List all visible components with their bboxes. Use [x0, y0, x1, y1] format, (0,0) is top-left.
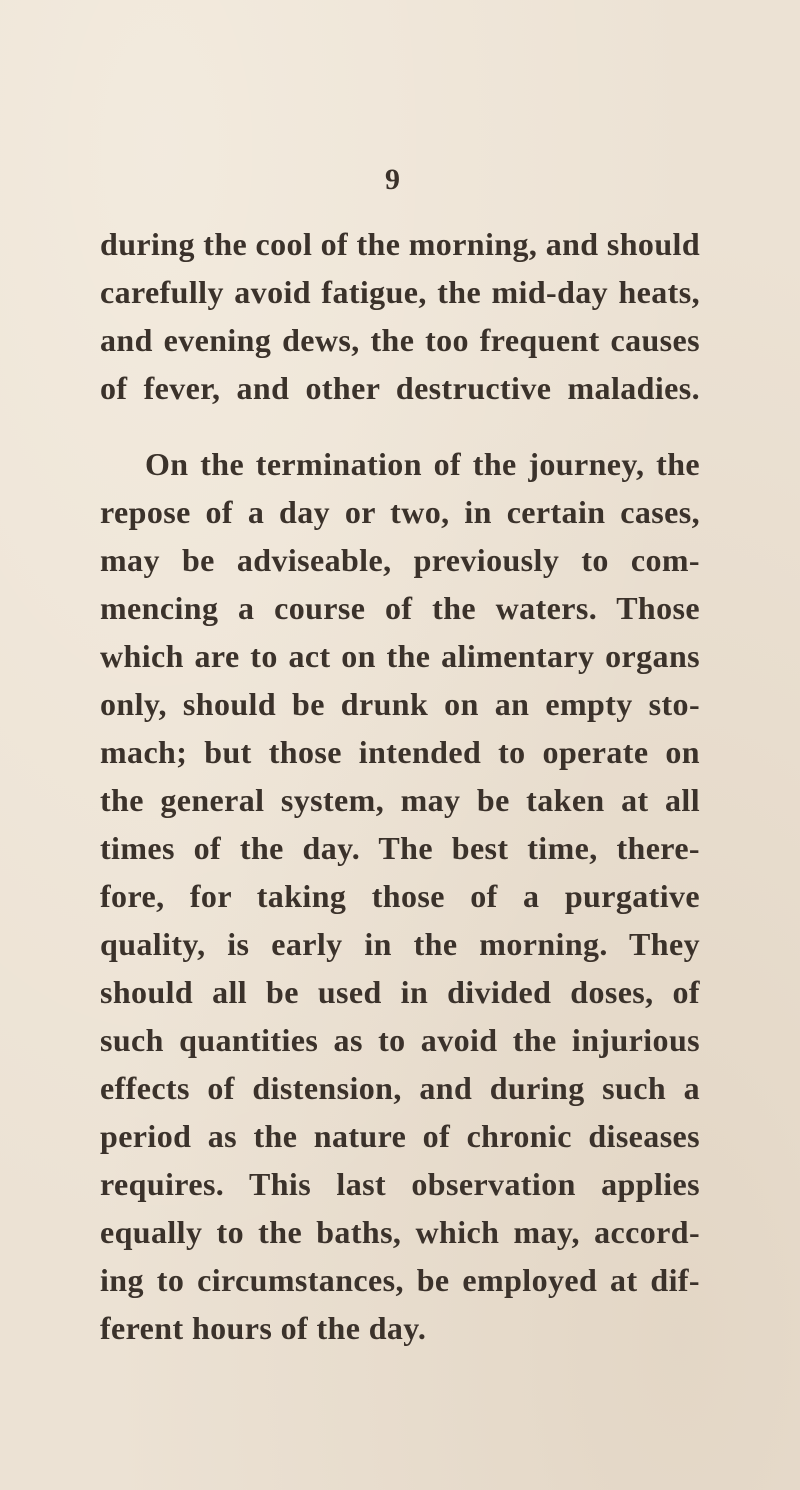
text-line: mencing a course of the waters. Those [100, 590, 700, 626]
text-line: carefully avoid fatigue, the mid-day heats, [100, 274, 700, 310]
text-line: only, should be drunk on an empty sto- [100, 686, 700, 722]
text-line: quality, is early in the morning. They [100, 926, 700, 962]
text-line: fore, for taking those of a purgative [100, 878, 700, 914]
text-line: ing to circumstances, be employed at dif- [100, 1262, 700, 1298]
text-line: should all be used in divided doses, of [100, 974, 700, 1010]
text-line: period as the nature of chronic diseases [100, 1118, 700, 1154]
paragraph-2 [100, 440, 700, 1352]
text-line: times of the day. The best time, there- [100, 830, 700, 866]
text-line: effects of distension, and during such a [100, 1070, 700, 1106]
text-line: during the cool of the morning, and should [100, 226, 701, 262]
text-line: ferent hours of the day. [100, 1310, 427, 1346]
page-number: 9 [385, 163, 400, 196]
text-line: requires. This last observation applies [100, 1166, 700, 1202]
text-line: such quantities as to avoid the injurious [100, 1022, 700, 1058]
text-line: repose of a day or two, in certain cases, [100, 494, 700, 530]
text-line: and evening dews, the too frequent causes [100, 322, 700, 358]
text-line: of fever, and other destructive maladies. [100, 370, 700, 406]
text-line: may be adviseable, previously to com- [100, 542, 700, 578]
text-line: which are to act on the alimentary organs [100, 638, 700, 674]
text-line: the general system, may be taken at all [100, 782, 700, 818]
text-line: equally to the baths, which may, accord- [100, 1214, 700, 1250]
text-line: mach; but those intended to operate on [100, 734, 700, 770]
text-line: On the termination of the journey, the [145, 446, 700, 482]
paragraph-1 [100, 220, 700, 412]
